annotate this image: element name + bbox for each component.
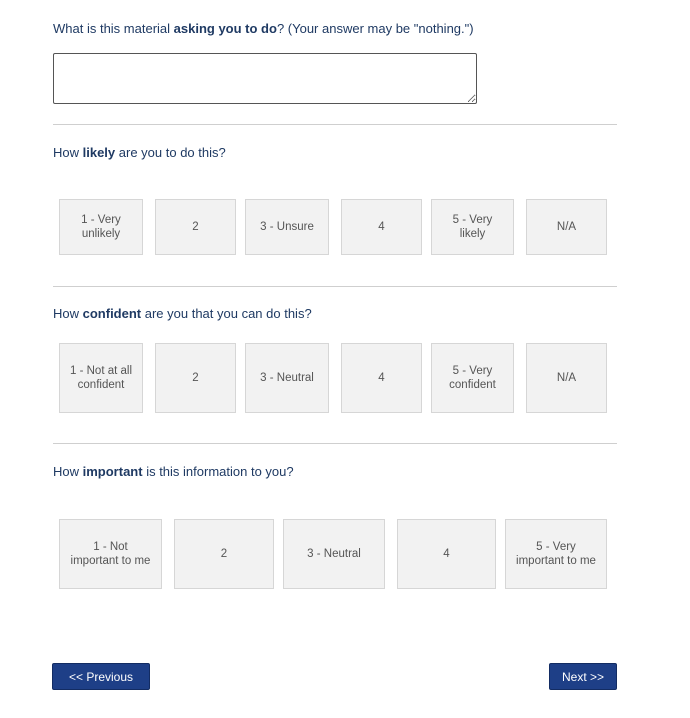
confident-option-2[interactable]: 2 <box>155 343 236 413</box>
divider <box>53 286 617 287</box>
confident-option-na[interactable]: N/A <box>526 343 607 413</box>
question-asking-to-do: What is this material asking you to do? (Your answer may be "nothing.") <box>53 21 474 36</box>
likely-option-1[interactable]: 1 - Very unlikely <box>59 199 143 255</box>
important-option-2[interactable]: 2 <box>174 519 274 589</box>
likely-option-3[interactable]: 3 - Unsure <box>245 199 329 255</box>
previous-button[interactable]: << Previous <box>52 663 150 690</box>
divider <box>53 124 617 125</box>
likely-option-na[interactable]: N/A <box>526 199 607 255</box>
question-confident: How confident are you that you can do this? <box>53 306 312 321</box>
answer-textarea[interactable] <box>53 53 477 104</box>
question-likely: How likely are you to do this? <box>53 145 226 160</box>
confident-option-3[interactable]: 3 - Neutral <box>245 343 329 413</box>
confident-option-4[interactable]: 4 <box>341 343 422 413</box>
divider <box>53 443 617 444</box>
likely-option-4[interactable]: 4 <box>341 199 422 255</box>
important-option-5[interactable]: 5 - Very important to me <box>505 519 607 589</box>
likely-option-5[interactable]: 5 - Very likely <box>431 199 514 255</box>
confident-option-5[interactable]: 5 - Very confident <box>431 343 514 413</box>
next-button[interactable]: Next >> <box>549 663 617 690</box>
important-option-1[interactable]: 1 - Not important to me <box>59 519 162 589</box>
important-option-3[interactable]: 3 - Neutral <box>283 519 385 589</box>
question-important: How important is this information to you? <box>53 464 294 479</box>
likely-option-2[interactable]: 2 <box>155 199 236 255</box>
important-option-4[interactable]: 4 <box>397 519 496 589</box>
confident-option-1[interactable]: 1 - Not at all confident <box>59 343 143 413</box>
